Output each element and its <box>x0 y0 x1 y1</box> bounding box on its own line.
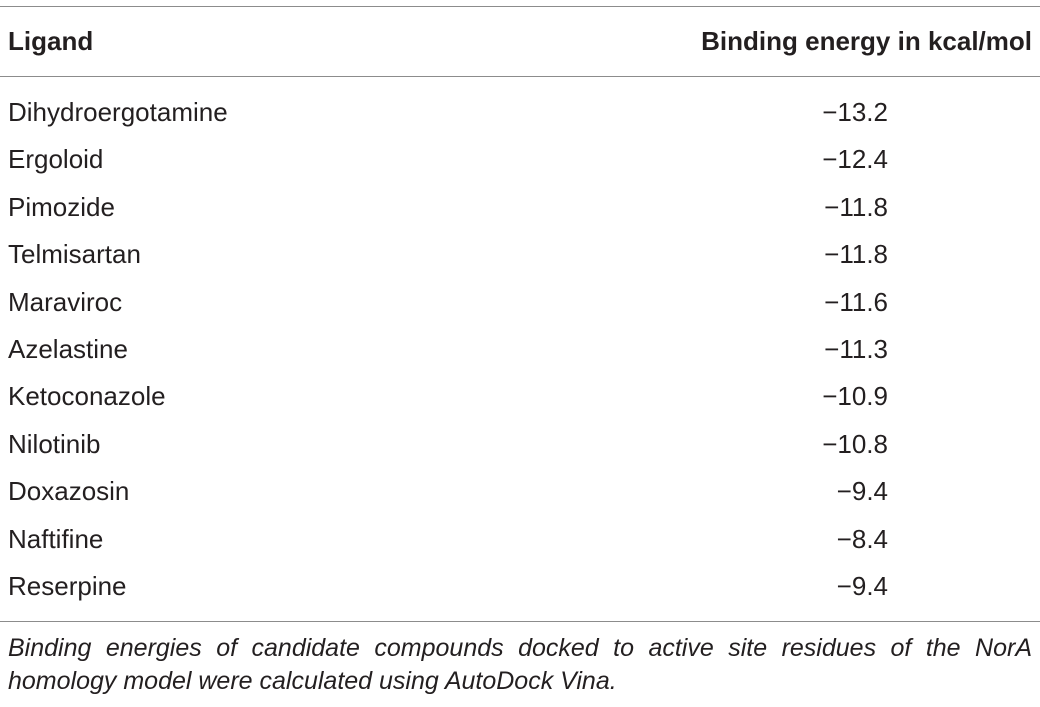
binding-energy-cell: −11.6 <box>824 286 888 317</box>
ligand-cell: Reserpine <box>8 570 127 601</box>
table-row <box>0 326 1040 373</box>
table-row <box>0 279 1040 326</box>
binding-energy-cell: −10.9 <box>822 381 888 412</box>
table-row <box>0 136 1040 183</box>
binding-energy-cell: −11.3 <box>824 333 888 364</box>
table-header-rule <box>0 76 1040 77</box>
binding-energy-cell: −8.4 <box>836 523 888 554</box>
table-row <box>0 468 1040 515</box>
ligand-cell: Ergoloid <box>8 144 104 175</box>
column-header-ligand: Ligand <box>8 26 94 56</box>
ligand-cell: Doxazosin <box>8 476 130 507</box>
binding-energy-cell: −11.8 <box>824 191 888 222</box>
table-row <box>0 89 1040 136</box>
table-row <box>0 231 1040 278</box>
binding-energy-cell: −12.4 <box>822 144 888 175</box>
ligand-cell: Ketoconazole <box>8 381 166 412</box>
table-footnote: Binding energies of candidate compounds docked to active site residues of the NorA homology model were calculated using AutoDock Vina. <box>8 634 1032 695</box>
table-top-rule <box>0 6 1040 7</box>
ligand-cell: Nilotinib <box>8 428 101 459</box>
binding-energy-cell: −13.2 <box>822 97 888 127</box>
table-row <box>0 516 1040 563</box>
table-row <box>0 563 1040 610</box>
ligand-cell: Azelastine <box>8 333 128 364</box>
table-header-row <box>0 20 1040 62</box>
table-row <box>0 184 1040 231</box>
column-header-binding-energy: Binding energy in kcal/mol <box>701 26 1032 56</box>
binding-energy-cell: −9.4 <box>836 570 888 601</box>
table-row <box>0 421 1040 468</box>
binding-energy-cell: −10.8 <box>822 428 888 459</box>
ligand-cell: Pimozide <box>8 191 115 222</box>
table-row <box>0 373 1040 420</box>
ligand-cell: Naftifine <box>8 523 104 554</box>
table-body <box>0 89 1040 610</box>
binding-energy-cell: −9.4 <box>836 476 888 507</box>
table-bottom-rule <box>0 621 1040 622</box>
ligand-cell: Dihydroergotamine <box>8 97 228 127</box>
ligand-cell: Telmisartan <box>8 239 141 270</box>
ligand-cell: Maraviroc <box>8 286 123 317</box>
binding-energy-cell: −11.8 <box>824 239 888 270</box>
